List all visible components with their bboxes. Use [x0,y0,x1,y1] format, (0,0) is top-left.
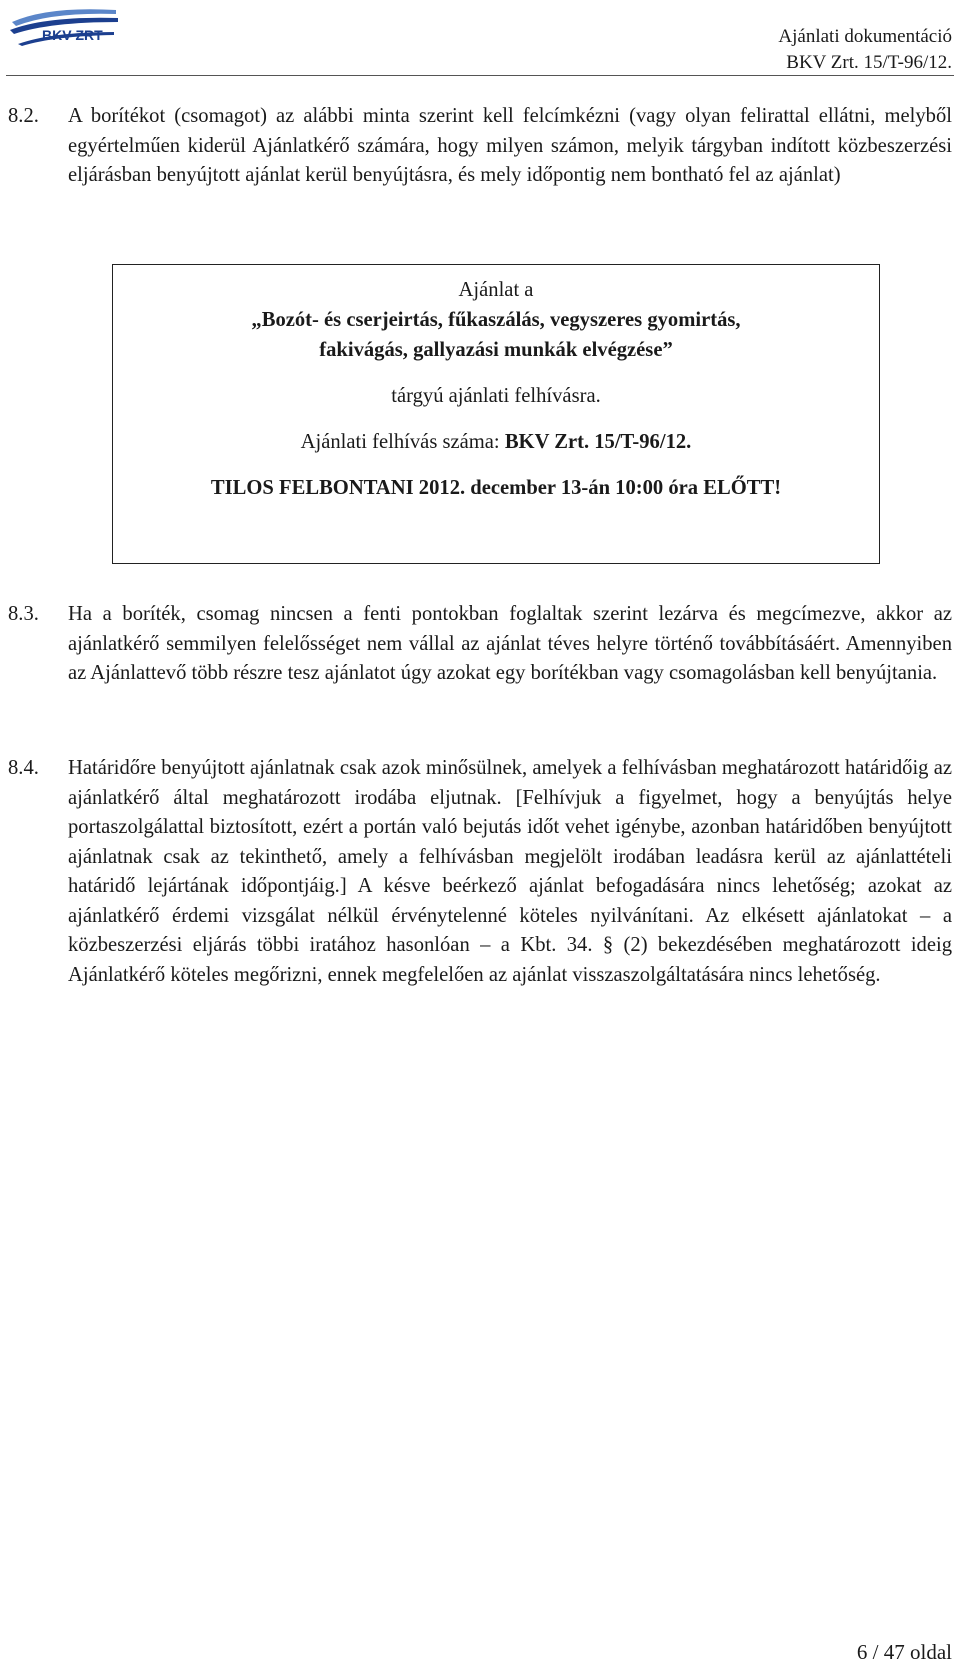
label-subject-line-1: „Bozót- és cserjeirtás, fűkaszálás, vegyszeres gyomirtás, [251,309,741,331]
section-number: 8.2. [8,105,39,127]
envelope-label-sample [112,264,880,564]
label-reference [113,431,879,454]
section-number: 8.3. [8,603,39,625]
label-subject-line-2: fakivágás, gallyazási munkák elvégzése” [319,339,673,361]
label-line-1: Ajánlat a [458,279,534,301]
document-title [778,24,952,76]
section-text: Ha a boríték, csomag nincsen a fenti pontokban foglaltak szerint lezárva és megcímezve, akkor az ajánlatkérő semmilyen felelősséget nem vállal az ajánlat téves helyre történő továbbításáért. Amennyiben az Ajánlattevő több részre tesz ajánlatot úgy azokat egy borítékban vagy csomagolásban kell benyújtania. [68,603,952,684]
document-reference: BKV Zrt. 15/T-96/12. [786,52,952,73]
logo-text: BKV ZRT [42,27,103,43]
section-8-2 [8,102,952,191]
section-8-3 [8,600,952,689]
section-8-4 [8,754,952,990]
section-number: 8.4. [8,757,39,779]
label-do-not-open: TILOS FELBONTANI 2012. december 13-án 10:00 óra ELŐTT! [210,477,782,499]
page-number: 6 / 47 oldal [856,1640,952,1664]
page-header [0,0,960,78]
section-text: A borítékot (csomagot) az alábbi minta szerint kell felcímkézni (vagy olyan felirattal ellátni, melyből egyértelműen kiderül Ajánlatkérő számára, hogy milyen számon, melyik tárgyban indított közbeszerzési eljárásban benyújtott ajánlat kerül benyújtásra, és mely időpontig nem bontható fel az ajánlat) [68,105,952,186]
label-reference-number: BKV Zrt. 15/T-96/12. [504,431,692,453]
label-line-4: tárgyú ajánlati felhívásra. [391,385,601,407]
label-reference-prefix: Ajánlati felhívás száma: [300,431,505,453]
bkv-logo [8,4,120,46]
document-title-line1: Ajánlati dokumentáció [778,26,952,47]
header-divider [6,75,954,76]
section-text: Határidőre benyújtott ajánlatnak csak azok minősülnek, amelyek a felhívásban meghatározott határidőig az ajánlatkérő által meghatározott irodába eljutnak. [Felhívjuk a figyelmet, hogy a benyújtás helye portaszolgálattal biztosított, ezért a portán való bejutás időt vehet igénybe, azonban határidőben benyújtott ajánlatnak csak az tekinthető, amely a felhívásban megjelölt irodában leadásra kerül az ajánlattételi határidő lejártának időpontjáig.] A késve beérkező ajánlat befogadására nincs lehetőség; azokat az ajánlatkérő érdemi vizsgálat nélkül érvénytelenné köteles nyilvánítani. Az elkésett ajánlatokat – a közbeszerzési eljárás többi iratához hasonlóan – a Kbt. 34. § (2) bekezdésében meghatározott ideig Ajánlatkérő köteles megőrizni, ennek megfelelően az ajánlat visszaszolgáltatására nincs lehetőség. [68,757,952,986]
